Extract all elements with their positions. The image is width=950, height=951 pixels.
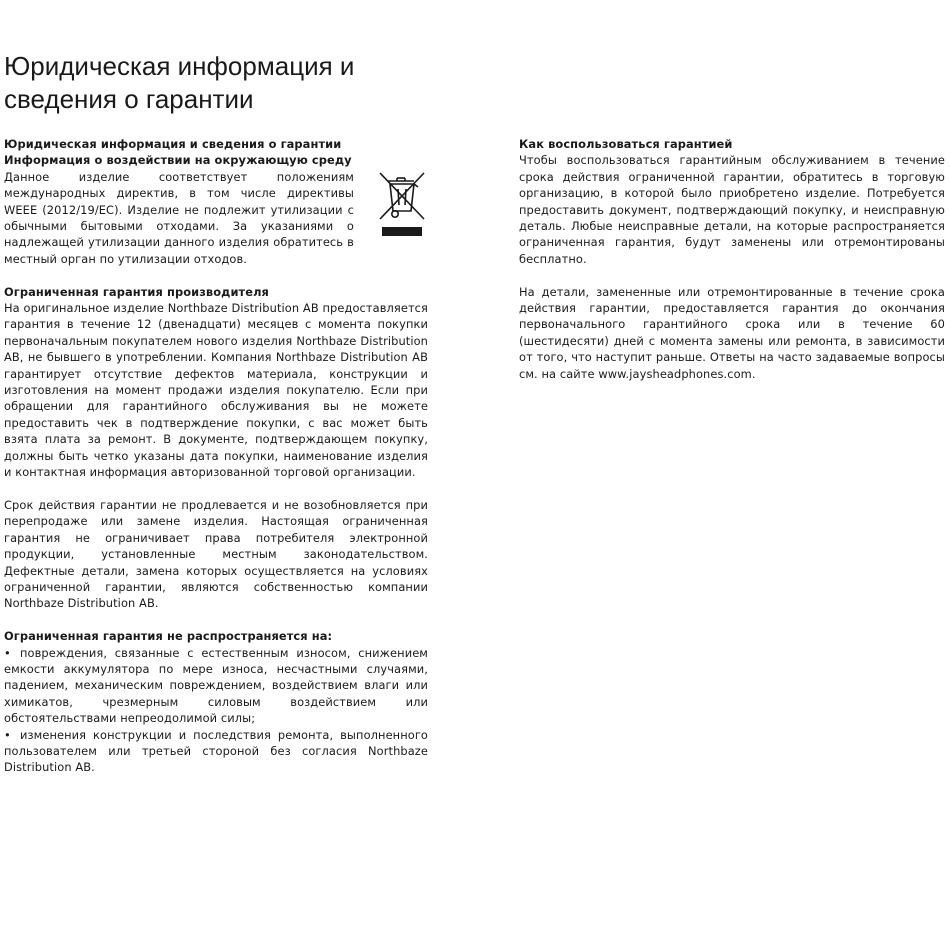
section-heading-legal: Юридическая информация и сведения о гарантии bbox=[4, 137, 342, 151]
left-column bbox=[4, 136, 428, 776]
environment-text: Данное изделие соответствует положениям международных директив, в том числе директивы WEEE (2012/19/EC). Изделие не подлежит утилизации с обычными бытовыми отходами. За указаниями о надлежащей утилизации данного изделия обратитесь в местный орган по утилизации отходов. bbox=[4, 169, 354, 266]
section-heading-warranty: Ограниченная гарантия производителя bbox=[4, 284, 269, 299]
exclusion-text: повреждения, связанные с естественным износом, снижением емкости аккумулятора по мере износа, несчастными случаями, падением, механическим повреждением, воздействием влаги или химикатов, чрезмерным силовым воздействием или обстоятельствами непреодолимой силы; bbox=[4, 645, 428, 726]
warranty-paragraph-2: Срок действия гарантии не продлевается и не возобновляется при перепродаже или замене изделия. Настоящая ограниченная гарантия не ограничивает права потребителя электронной продукции, установленные местным законодательством. Дефектные детали, замена которых осуществляется на условиях ограниченной гарантии, являются собственностью компании Northbaze Distribution AB. bbox=[4, 497, 428, 611]
section-heading-how-to: Как воспользоваться гарантией bbox=[519, 137, 733, 151]
right-column bbox=[519, 136, 945, 382]
page-title: Юридическая информация и сведения о гарантии bbox=[4, 51, 355, 114]
exclusion-item bbox=[4, 645, 428, 727]
bullet-mark: • bbox=[4, 727, 11, 742]
exclusion-item bbox=[4, 727, 428, 776]
environment-block bbox=[4, 169, 428, 267]
crossed-out-wheelie-bin-icon bbox=[376, 169, 428, 241]
how-to-paragraph-2: На детали, замененные или отремонтированные в течение срока действия гарантии, предоставляется гарантия до окончания первоначального гарантийного срока или в течение 60 (шестидесяти) дней с момента замены или ремонта, в зависимости от того, что наступит раньше. Ответы на часто задаваемые вопросы см. на сайте www.jaysheadphones.com. bbox=[519, 284, 945, 381]
warranty-paragraph-1: На оригинальное изделие Northbaze Distribution AB предоставляется гарантия в течение 12 (двенадцати) месяцев с момента покупки первоначальным покупателем нового изделия Northbaze Distribution AB, не бывшего в употреблении. Компания Northbaze Distribution AB гарантирует отсутствие дефектов материала, конструкции и изготовления на момент продажи изделия покупателю. Если при обращении для гарантийного обслуживания вы не можете предоставить чек в подтверждение покупки, с вас может быть взята плата за ремонт. В документе, подтверждающем покупку, должны быть четко указаны дата покупки, наименование изделия и контактная информация авторизованной торговой организации. bbox=[4, 301, 428, 480]
section-heading-environment: Информация о воздействии на окружающую среду bbox=[4, 153, 352, 168]
exclusion-text: изменения конструкции и последствия ремонта, выполненного пользователем или третьей стороной без согласия Northbaze Distribution AB. bbox=[4, 727, 428, 775]
how-to-paragraph-1: Чтобы воспользоваться гарантийным обслуживанием в течение срока действия ограниченной гарантии, обратитесь в торговую организацию, в которой было приобретено изделие. Потребуется предоставить документ, подтверждающий покупку, и неисправную деталь. Любые неисправные детали, на которые распространяется ограниченная гарантия, будут заменены или отремонтированы бесплатно. bbox=[519, 153, 945, 266]
bullet-mark: • bbox=[4, 645, 11, 660]
section-heading-exclusions: Ограниченная гарантия не распространяется на: bbox=[4, 629, 333, 644]
